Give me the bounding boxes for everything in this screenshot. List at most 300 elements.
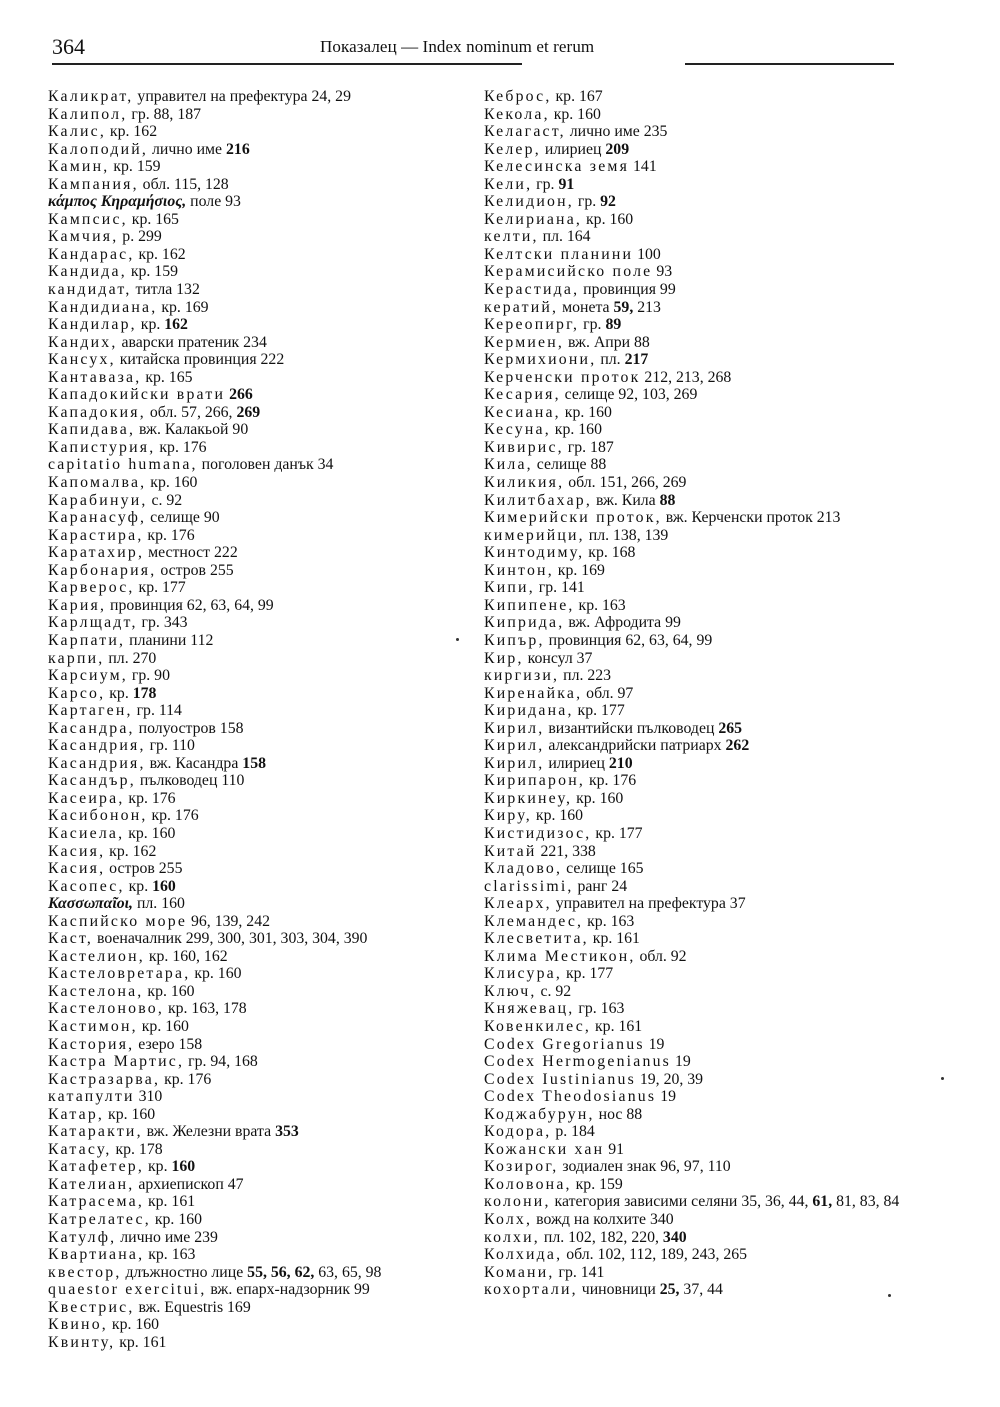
entry-headword: Калипол, bbox=[48, 105, 128, 123]
index-entry bbox=[484, 474, 902, 492]
entry-text: титла 132 bbox=[131, 281, 200, 299]
index-entry bbox=[48, 1193, 463, 1211]
entry-text: поле 93 bbox=[186, 193, 241, 211]
index-entry bbox=[484, 509, 902, 527]
entry-headword: Каликрат, bbox=[48, 88, 134, 105]
entry-headword: Камин, bbox=[48, 158, 110, 176]
entry-text: 221, 338 bbox=[536, 842, 596, 860]
entry-text: вж. Афродита 99 bbox=[564, 614, 681, 632]
entry-text: кр. 160 bbox=[572, 789, 624, 807]
index-entry bbox=[48, 492, 463, 510]
index-entry bbox=[48, 562, 463, 580]
index-entry bbox=[484, 299, 902, 317]
entry-text: с. 92 bbox=[147, 491, 183, 509]
entry-text: гр. bbox=[579, 316, 606, 334]
index-entry bbox=[48, 334, 463, 352]
index-entry bbox=[48, 983, 463, 1001]
index-entry bbox=[48, 1281, 463, 1299]
entry-headword: Комани, bbox=[484, 1263, 555, 1281]
entry-bold-ref: 266 bbox=[229, 386, 253, 404]
entry-headword: clarissimi, bbox=[484, 877, 574, 895]
entry-headword: Каратахир, bbox=[48, 544, 145, 562]
index-entry bbox=[484, 562, 902, 580]
entry-text: пл. 223 bbox=[559, 667, 612, 685]
entry-headword: Кирил, bbox=[484, 737, 545, 755]
entry-text: вж. Equestris 169 bbox=[134, 1298, 251, 1316]
entry-headword: Кастеловретара, bbox=[48, 965, 191, 983]
entry-headword: Каст, bbox=[48, 930, 94, 948]
entry-headword: Колхида, bbox=[484, 1246, 563, 1264]
entry-headword: Келтски планини bbox=[484, 245, 634, 263]
entry-headword: Колх, bbox=[484, 1211, 533, 1228]
entry-text: военачалник 299, 300, 301, 303, 304, 390 bbox=[93, 930, 368, 948]
index-entry bbox=[484, 421, 902, 439]
entry-text: кр. 160 bbox=[124, 824, 176, 842]
entry-headword: Керастида, bbox=[484, 281, 580, 299]
entry-text: лично име 239 bbox=[116, 1228, 218, 1246]
entry-text: кр. 177 bbox=[562, 965, 614, 983]
print-speck bbox=[888, 1294, 891, 1297]
entry-headword: Ковенкилес, bbox=[484, 1017, 592, 1035]
entry-headword: квестор, bbox=[48, 1263, 122, 1281]
entry-bold-ref: 55, 56, 62, bbox=[247, 1263, 315, 1281]
entry-bold-ref: 160 bbox=[152, 877, 176, 895]
entry-text: кр. bbox=[136, 316, 165, 334]
entry-text: 63, 65, 98 bbox=[314, 1263, 382, 1281]
entry-text: пл. 102, 182, 220, bbox=[539, 1228, 663, 1246]
index-entry bbox=[484, 334, 902, 352]
entry-headword: колони, bbox=[484, 1193, 551, 1211]
entry-headword: Келириана, bbox=[484, 210, 583, 228]
print-speck bbox=[941, 1077, 944, 1080]
entry-text: пл. 160 bbox=[133, 895, 185, 913]
entry-bold-ref: 88 bbox=[659, 491, 676, 509]
index-entry bbox=[484, 807, 902, 825]
index-entry bbox=[484, 106, 902, 124]
index-entry bbox=[48, 790, 463, 808]
index-entry bbox=[48, 1123, 463, 1141]
entry-headword: Кеброс, bbox=[484, 88, 552, 105]
index-entry bbox=[48, 263, 463, 281]
entry-text: р. 299 bbox=[118, 228, 162, 246]
index-entry bbox=[484, 1036, 902, 1054]
entry-headword: Касандрия, bbox=[48, 737, 146, 755]
entry-text: пълководец 110 bbox=[135, 772, 245, 790]
entry-text: 19 bbox=[671, 1053, 691, 1071]
index-entry bbox=[48, 632, 463, 650]
entry-headword: Каранасуф, bbox=[48, 509, 147, 527]
entry-bold-ref: 178 bbox=[132, 684, 157, 702]
entry-headword: карпи, bbox=[48, 649, 105, 667]
entry-headword: Кампсис, bbox=[48, 210, 128, 228]
entry-bold-ref: 158 bbox=[242, 754, 266, 772]
index-entry bbox=[484, 667, 902, 685]
index-entry bbox=[48, 527, 463, 545]
entry-text: кр. bbox=[124, 877, 153, 895]
index-entry bbox=[48, 1053, 463, 1071]
entry-text: монета bbox=[558, 298, 614, 316]
entry-text: нос 88 bbox=[594, 1105, 643, 1123]
index-entry bbox=[48, 843, 463, 861]
entry-text: обл. 92 bbox=[635, 947, 687, 965]
index-entry bbox=[484, 369, 902, 387]
entry-text: гр. 90 bbox=[127, 667, 170, 685]
entry-headword: Карлщадт, bbox=[48, 614, 138, 632]
index-entry bbox=[484, 141, 902, 159]
index-entry bbox=[48, 456, 463, 474]
entry-text: управител на префектура 37 bbox=[551, 895, 746, 913]
entry-headword: Кандилар, bbox=[48, 316, 137, 334]
index-entry bbox=[48, 948, 463, 966]
entry-text: гр. 141 bbox=[554, 1263, 605, 1281]
index-entry bbox=[484, 351, 902, 369]
index-entry bbox=[484, 755, 902, 773]
entry-headword: Кесуна, bbox=[484, 421, 551, 439]
entry-text: кр. 177 bbox=[573, 702, 625, 720]
entry-text: обл. 151, 266, 269 bbox=[564, 474, 687, 492]
index-entry bbox=[484, 492, 902, 510]
entry-headword: кандидат, bbox=[48, 281, 132, 299]
entry-headword: киргизи, bbox=[484, 667, 560, 685]
index-entry bbox=[48, 930, 463, 948]
index-entry bbox=[48, 825, 463, 843]
entry-text: кр. 163 bbox=[583, 912, 635, 930]
index-entry bbox=[484, 316, 902, 334]
index-entry bbox=[484, 632, 902, 650]
index-entry bbox=[48, 158, 463, 176]
entry-headword: Касопес, bbox=[48, 877, 125, 895]
entry-headword: Кандида, bbox=[48, 263, 127, 281]
entry-headword: Капидава, bbox=[48, 421, 136, 439]
index-entry bbox=[48, 386, 463, 404]
entry-headword: Килитбахар, bbox=[484, 491, 593, 509]
entry-text: 81, 83, 84 bbox=[832, 1193, 900, 1211]
entry-text: 93 bbox=[652, 263, 673, 281]
index-entry bbox=[484, 404, 902, 422]
entry-headword: Кимерийски проток, bbox=[484, 509, 662, 527]
index-entry bbox=[48, 685, 463, 703]
entry-headword: Кир, bbox=[484, 649, 524, 667]
entry-headword: Кирил, bbox=[484, 719, 545, 737]
entry-text: кр. 176 bbox=[124, 789, 176, 807]
entry-text: кр. 168 bbox=[584, 544, 636, 562]
index-entry bbox=[48, 246, 463, 264]
entry-text: кр. 161 bbox=[115, 1333, 167, 1351]
entry-bold-ref: 160 bbox=[171, 1158, 196, 1176]
entry-headword: Катафетер, bbox=[48, 1158, 145, 1176]
entry-bold-ref: 210 bbox=[608, 754, 633, 772]
entry-text: архиепископ 47 bbox=[134, 1175, 244, 1193]
entry-text: вж. Кила bbox=[592, 491, 660, 509]
index-entry bbox=[48, 667, 463, 685]
entry-text: кр. 176 bbox=[147, 807, 199, 825]
index-entry bbox=[484, 281, 902, 299]
index-entry bbox=[484, 1053, 902, 1071]
entry-headword: Кандидиана, bbox=[48, 298, 158, 316]
entry-headword: Кирипарон, bbox=[484, 772, 586, 790]
index-entry bbox=[48, 965, 463, 983]
entry-headword: Касандрия, bbox=[48, 754, 146, 772]
entry-text: кр. 160 bbox=[104, 1105, 156, 1123]
entry-headword: Клисура, bbox=[484, 965, 563, 983]
entry-headword: Кантаваза, bbox=[48, 368, 142, 386]
index-entry bbox=[48, 1264, 463, 1282]
entry-bold-ref: 89 bbox=[605, 316, 622, 334]
entry-text: 19 bbox=[644, 1035, 665, 1053]
entry-headword: Квинту, bbox=[48, 1333, 116, 1351]
entry-bold-ref: 91 bbox=[558, 175, 575, 193]
index-entry bbox=[48, 281, 463, 299]
header-rule bbox=[685, 63, 894, 65]
entry-bold-ref: 209 bbox=[605, 140, 630, 158]
entry-headword: Катрелатес, bbox=[48, 1211, 151, 1228]
entry-headword: Киркинеу, bbox=[484, 789, 573, 807]
entry-headword: Касия, bbox=[48, 842, 106, 860]
index-entry bbox=[48, 650, 463, 668]
entry-text: обл. 97 bbox=[582, 684, 634, 702]
entry-text: 212, 213, 268 bbox=[640, 368, 732, 386]
index-entry bbox=[484, 685, 902, 703]
entry-text: 91 bbox=[604, 1140, 625, 1158]
entry-headword: Клемандес, bbox=[484, 912, 584, 930]
entry-headword: Κασσωπαῖοι, bbox=[48, 895, 134, 913]
entry-text: управител на префектура 24, 29 bbox=[133, 88, 351, 105]
index-entry bbox=[48, 106, 463, 124]
entry-headword: Кели, bbox=[484, 175, 533, 193]
entry-text: ранг 24 bbox=[573, 877, 628, 895]
entry-headword: Кила, bbox=[484, 456, 533, 474]
entry-text: остров 255 bbox=[156, 561, 234, 579]
index-entry bbox=[48, 1229, 463, 1247]
index-entry bbox=[484, 211, 902, 229]
entry-headword: Катрасема, bbox=[48, 1193, 145, 1211]
entry-text: кр. 176 bbox=[155, 438, 207, 456]
index-entry bbox=[484, 439, 902, 457]
entry-headword: катапулти bbox=[48, 1088, 135, 1106]
print-speck bbox=[456, 638, 459, 641]
index-entry bbox=[48, 913, 463, 931]
entry-text: консул 37 bbox=[523, 649, 593, 667]
index-entry bbox=[484, 158, 902, 176]
index-entry bbox=[484, 913, 902, 931]
entry-headword: Капистурия, bbox=[48, 438, 156, 456]
index-entry bbox=[484, 965, 902, 983]
entry-headword: Киридана, bbox=[484, 702, 574, 720]
entry-headword: Кастелион, bbox=[48, 947, 145, 965]
entry-text: кр. 160 bbox=[107, 1316, 160, 1334]
index-entry bbox=[484, 228, 902, 246]
entry-text: вж. Апри 88 bbox=[564, 333, 650, 351]
entry-text: кр. 159 bbox=[571, 1175, 623, 1193]
index-entry bbox=[484, 895, 902, 913]
index-entry bbox=[484, 597, 902, 615]
entry-text: полуостров 158 bbox=[134, 719, 244, 737]
entry-headword: Кателиан, bbox=[48, 1175, 135, 1193]
entry-headword: Кастелона, bbox=[48, 982, 144, 1000]
entry-headword: Картаген, bbox=[48, 702, 133, 720]
entry-headword: Кастелоново, bbox=[48, 1000, 164, 1018]
entry-headword: Кесария, bbox=[484, 386, 561, 404]
entry-text: вж. Железни врата bbox=[142, 1123, 276, 1141]
index-entry bbox=[48, 755, 463, 773]
entry-text: лично име 235 bbox=[565, 123, 668, 141]
entry-headword: кимерийци, bbox=[484, 526, 585, 544]
index-entry bbox=[484, 737, 902, 755]
index-entry bbox=[484, 386, 902, 404]
entry-text: 37, 44 bbox=[679, 1281, 723, 1299]
entry-text: гр. 187 bbox=[563, 438, 614, 456]
entry-text: гр. 110 bbox=[145, 737, 195, 755]
entry-headword: Codex Gregorianus bbox=[484, 1035, 645, 1053]
index-entry bbox=[484, 123, 902, 141]
entry-headword: Кивирис, bbox=[484, 438, 564, 456]
entry-headword: Квартиана, bbox=[48, 1246, 145, 1264]
entry-headword: Кирил, bbox=[484, 754, 545, 772]
entry-headword: Коджабурун, bbox=[484, 1105, 595, 1123]
entry-headword: Кистидизос, bbox=[484, 824, 592, 842]
entry-headword: келти, bbox=[484, 228, 539, 246]
index-entry bbox=[48, 176, 463, 194]
index-entry bbox=[484, 176, 902, 194]
index-entry bbox=[48, 1334, 463, 1352]
entry-text: кр. 177 bbox=[134, 579, 186, 597]
index-entry bbox=[48, 421, 463, 439]
entry-text: провинция 62, 63, 64, 99 bbox=[106, 596, 274, 614]
index-entry bbox=[484, 88, 902, 106]
entry-text: селище 165 bbox=[562, 860, 644, 878]
index-entry bbox=[48, 1211, 463, 1229]
entry-headword: Карпати, bbox=[48, 631, 126, 649]
index-entry bbox=[484, 650, 902, 668]
entry-text: александрийски патриарх bbox=[544, 737, 726, 755]
index-entry bbox=[48, 474, 463, 492]
index-entry bbox=[48, 1246, 463, 1264]
entry-bold-ref: 353 bbox=[275, 1123, 299, 1141]
entry-headword: Карбонария, bbox=[48, 561, 157, 579]
entry-headword: Карверос, bbox=[48, 579, 135, 597]
entry-headword: Кермихиони, bbox=[484, 351, 597, 369]
entry-text: кр. 165 bbox=[141, 368, 193, 386]
index-entry bbox=[48, 579, 463, 597]
entry-text: гр. bbox=[573, 193, 601, 211]
entry-text: селище 90 bbox=[146, 509, 220, 527]
entry-text: кр. 160 bbox=[549, 105, 601, 123]
entry-headword: Касия, bbox=[48, 860, 106, 878]
index-entry bbox=[484, 878, 902, 896]
index-entry bbox=[484, 1088, 902, 1106]
entry-headword: Катулф, bbox=[48, 1228, 117, 1246]
entry-text: кр. 176 bbox=[160, 1070, 212, 1088]
index-entry bbox=[48, 369, 463, 387]
entry-text: кр. 178 bbox=[111, 1140, 163, 1158]
entry-text: р. 184 bbox=[551, 1123, 595, 1141]
index-entry bbox=[484, 825, 902, 843]
entry-text: византийски пълководец bbox=[544, 719, 719, 737]
entry-headword: Касандра, bbox=[48, 719, 135, 737]
index-entry bbox=[48, 404, 463, 422]
index-entry bbox=[484, 702, 902, 720]
entry-headword: quaestor exercitui, bbox=[48, 1281, 207, 1299]
entry-text: поголовен данък 34 bbox=[197, 456, 334, 474]
entry-text: 141 bbox=[629, 158, 657, 176]
entry-text: китайска провинция 222 bbox=[115, 351, 285, 369]
index-entry bbox=[484, 544, 902, 562]
index-entry bbox=[48, 1088, 463, 1106]
entry-text: кр. 160 bbox=[146, 474, 198, 492]
index-entry bbox=[484, 263, 902, 281]
entry-text: гр. 114 bbox=[132, 702, 182, 720]
running-title: Показалец — Index nominum et rerum bbox=[320, 37, 595, 56]
entry-headword: Касеира, bbox=[48, 789, 125, 807]
index-entry bbox=[484, 614, 902, 632]
entry-text: вж. Касандра bbox=[145, 754, 243, 772]
entry-headword: Козирог, bbox=[484, 1158, 559, 1176]
entry-bold-ref: 262 bbox=[725, 737, 750, 755]
entry-text: илириец bbox=[544, 754, 609, 772]
entry-text: кр. 160 bbox=[582, 210, 634, 228]
entry-text: кр. 176 bbox=[585, 772, 637, 790]
entry-text: вж. Калакьой 90 bbox=[135, 421, 249, 439]
entry-headword: Катар, bbox=[48, 1105, 105, 1123]
entry-bold-ref: 217 bbox=[624, 351, 649, 369]
index-entry bbox=[48, 1071, 463, 1089]
entry-bold-ref: 59, bbox=[613, 298, 634, 316]
entry-text: кр. 177 bbox=[591, 824, 643, 842]
entry-headword: Келер, bbox=[484, 140, 541, 158]
index-entry bbox=[48, 720, 463, 738]
entry-headword: Квино, bbox=[48, 1316, 108, 1334]
index-entry bbox=[484, 1071, 902, 1089]
index-entry bbox=[484, 948, 902, 966]
entry-headword: Кастория, bbox=[48, 1035, 135, 1053]
entry-text: пл. bbox=[596, 351, 625, 369]
index-entry bbox=[48, 614, 463, 632]
entry-text: кр. 161 bbox=[588, 930, 640, 948]
entry-headword: Коловона, bbox=[484, 1175, 572, 1193]
entry-headword: Кинтон, bbox=[484, 561, 554, 579]
entry-text: 213 bbox=[633, 298, 661, 316]
entry-bold-ref: 61, bbox=[812, 1193, 833, 1211]
index-entry bbox=[484, 1141, 902, 1159]
entry-text: с. 92 bbox=[536, 982, 572, 1000]
index-entry bbox=[484, 1123, 902, 1141]
index-entry bbox=[48, 123, 463, 141]
index-entry bbox=[48, 1316, 463, 1334]
index-entry bbox=[484, 527, 902, 545]
page-number: 364 bbox=[52, 34, 85, 59]
entry-headword: Карсо, bbox=[48, 684, 106, 702]
entry-text: кр. 162 bbox=[134, 245, 186, 263]
entry-bold-ref: 216 bbox=[226, 140, 250, 158]
entry-headword: Китай bbox=[484, 842, 537, 860]
entry-headword: Керамисийско поле bbox=[484, 263, 653, 281]
entry-headword: Капомалва, bbox=[48, 474, 147, 492]
entry-text: кр. bbox=[144, 1158, 172, 1176]
entry-text: кр. 160 bbox=[560, 403, 612, 421]
entry-text: 310 bbox=[134, 1088, 163, 1106]
entry-headword: Калоподий, bbox=[48, 140, 149, 158]
index-entry bbox=[48, 860, 463, 878]
index-entry bbox=[48, 509, 463, 527]
entry-text: зодиален знак 96, 97, 110 bbox=[558, 1158, 731, 1176]
entry-text: кр. 162 bbox=[105, 842, 157, 860]
entry-text: кр. 162 bbox=[105, 123, 158, 141]
entry-text: илириец bbox=[540, 140, 606, 158]
index-entry bbox=[48, 702, 463, 720]
entry-headword: Кансух, bbox=[48, 351, 116, 369]
entry-headword: Киру, bbox=[484, 807, 532, 825]
entry-headword: колхи, bbox=[484, 1228, 540, 1246]
